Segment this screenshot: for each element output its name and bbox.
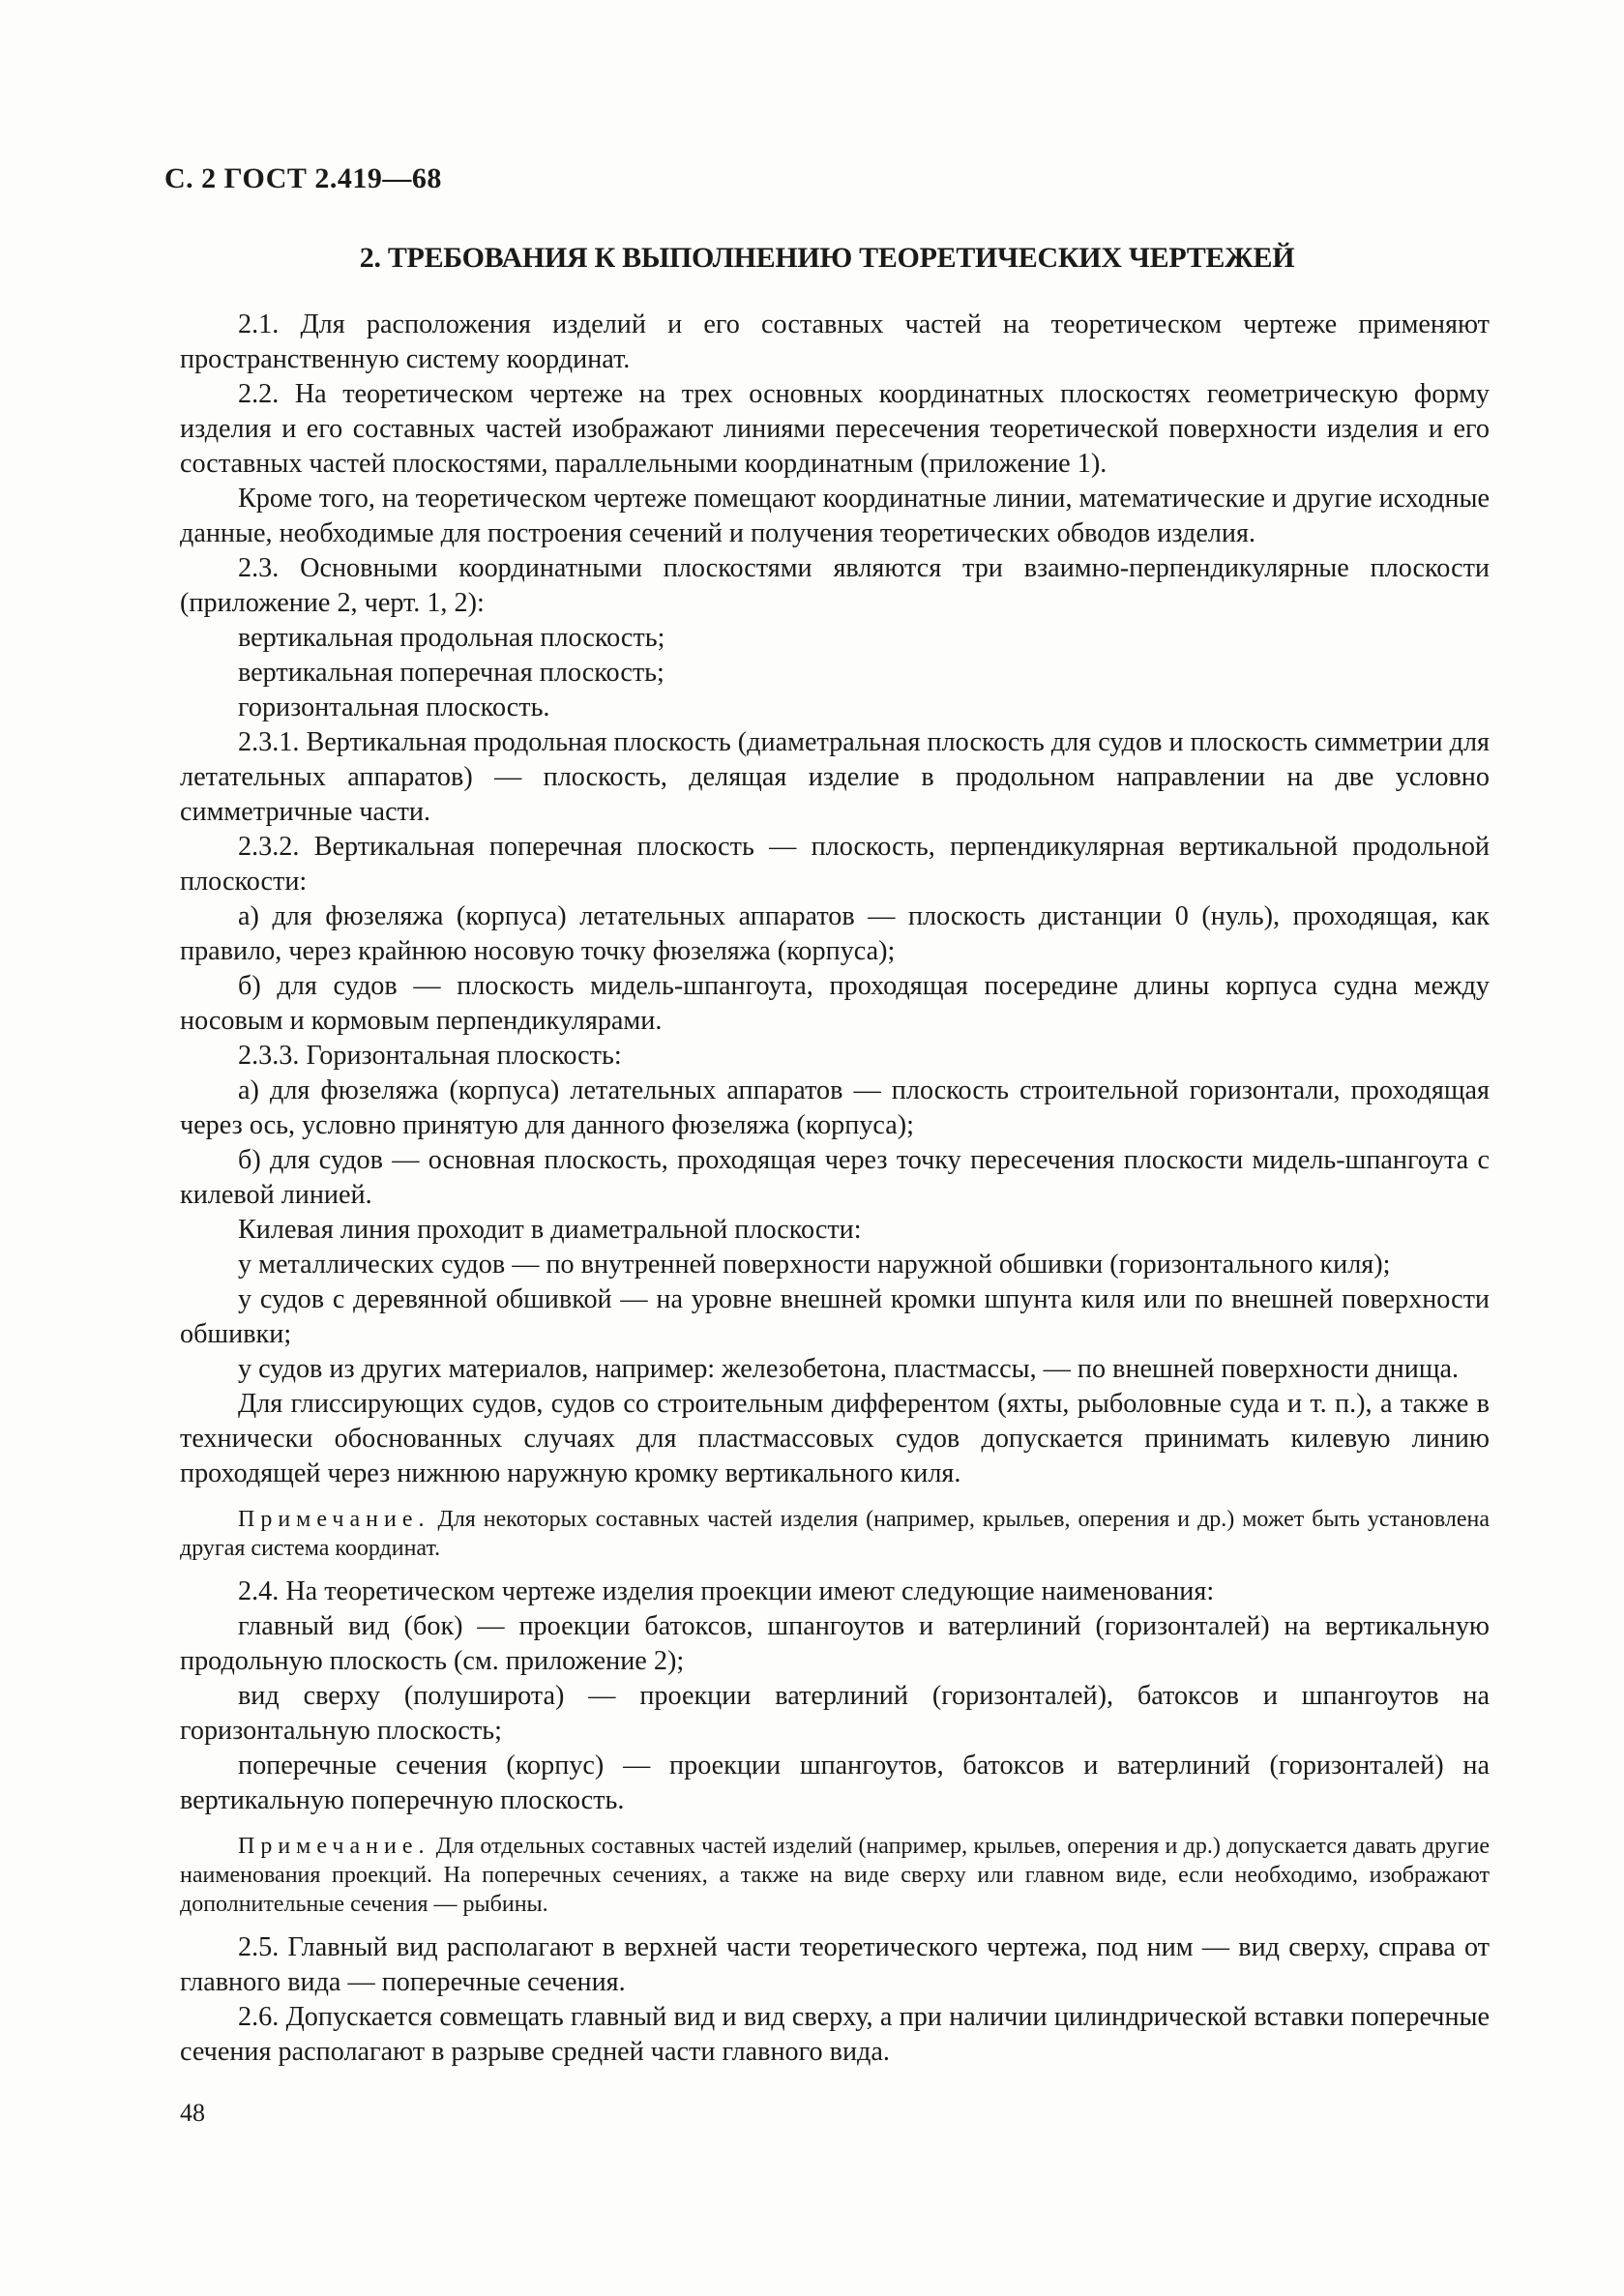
- note-text: Для отдельных составных частей изделий (например, крыльев, оперения и др.) допускается давать другие наименования проекций. На поперечных сечениях, а также на виде сверху или главном виде, если необходимо, изображают дополнительные сечения — рыбины.: [180, 1834, 1490, 1917]
- paragraph: б) для судов — основная плоскость, проходящая через точку пересечения плоскости мидель-шпангоута с килевой линией.: [180, 1145, 1490, 1210]
- paragraph: Килевая линия проходит в диаметральной плоскости:: [238, 1215, 862, 1245]
- note-label: Примечание.: [238, 1834, 430, 1859]
- page-header: С. 2 ГОСТ 2.419—68: [164, 162, 442, 194]
- list-item: вертикальная продольная плоскость;: [238, 623, 665, 653]
- list-item: горизонтальная плоскость.: [238, 692, 550, 722]
- paragraph: 2.2. На теоретическом чертеже на трех основных координатных плоскостях геометрическую форму изделия и его составных частей изображают линиями пересечения теоретической поверхности изделия и его составных частей плоскостями, параллельными координатным (приложение 1).: [180, 379, 1490, 479]
- paragraph: у металлических судов — по внутренней поверхности наружной обшивки (горизонтального киля);: [238, 1250, 1391, 1280]
- paragraph: поперечные сечения (корпус) — проекции шпангоутов, батоксов и ватерлиний (горизонталей) на вертикальную поперечную плоскость.: [180, 1751, 1490, 1815]
- note-text: Для некоторых составных частей изделия (например, крыльев, оперения и др.) может быть установлена другая система координат.: [180, 1507, 1490, 1561]
- paragraph: у судов с деревянной обшивкой — на уровне внешней кромки шпунта киля или по внешней поверхности обшивки;: [180, 1284, 1490, 1349]
- page-number: 48: [180, 2099, 205, 2127]
- paragraph: б) для судов — плоскость мидель-шпангоута, проходящая посередине длины корпуса судна между носовым и кормовым перпендикулярами.: [180, 971, 1490, 1036]
- paragraph: 2.3.2. Вертикальная поперечная плоскость — плоскость, перпендикулярная вертикальной продольной плоскости:: [180, 832, 1490, 897]
- paragraph: 2.6. Допускается совмещать главный вид и вид сверху, а при наличии цилиндрической вставки поперечные сечения располагают в разрыве средней части главного вида.: [180, 2002, 1490, 2067]
- section-title: 2. ТРЕБОВАНИЯ К ВЫПОЛНЕНИЮ ТЕОРЕТИЧЕСКИХ ЧЕРТЕЖЕЙ: [359, 242, 1295, 274]
- paragraph: 2.1. Для расположения изделий и его составных частей на теоретическом чертеже применяют пространственную систему координат.: [180, 309, 1490, 374]
- paragraph: 2.3.3. Горизонтальная плоскость:: [238, 1041, 622, 1071]
- paragraph: а) для фюзеляжа (корпуса) летательных аппаратов — плоскость дистанции 0 (нуль), проходящая, как правило, через крайнюю носовую точку фюзеляжа (корпуса);: [180, 901, 1490, 966]
- paragraph: 2.5. Главный вид располагают в верхней части теоретического чертежа, под ним — вид сверху, справа от главного вида — поперечные сечения.: [180, 1932, 1490, 1997]
- paragraph: Для глиссирующих судов, судов со строительным дифферентом (яхты, рыболовные суда и т. п.), а также в технически обоснованных случаях для пластмассовых судов допускается принимать килевую линию проходящей через нижнюю наружную кромку вертикального киля.: [180, 1389, 1490, 1488]
- paragraph: главный вид (бок) — проекции батоксов, шпангоутов и ватерлиний (горизонталей) на вертикальную продольную плоскость (см. приложение 2);: [180, 1611, 1490, 1676]
- note: [180, 1832, 1490, 1919]
- list-item: вертикальная поперечная плоскость;: [238, 658, 664, 688]
- paragraph: 2.4. На теоретическом чертеже изделия проекции имеют следующие наименования:: [238, 1576, 1215, 1606]
- paragraph: у судов из других материалов, например: железобетона, пластмассы, — по внешней поверхности днища.: [238, 1354, 1460, 1384]
- paragraph: Кроме того, на теоретическом чертеже помещают координатные линии, математические и другие исходные данные, необходимые для построения сечений и получения теоретических обводов изделия.: [180, 484, 1490, 548]
- paragraph: 2.3.1. Вертикальная продольная плоскость (диаметральная плоскость для судов и плоскость симметрии для летательных аппаратов) — плоскость, делящая изделие в продольном направлении на две условно симметричные части.: [180, 727, 1490, 827]
- paragraph: а) для фюзеляжа (корпуса) летательных аппаратов — плоскость строительной горизонтали, проходящая через ось, условно принятую для данного фюзеляжа (корпуса);: [180, 1075, 1490, 1140]
- paragraph: 2.3. Основными координатными плоскостями являются три взаимно-перпендикулярные плоскости (приложение 2, черт. 1, 2):: [180, 553, 1490, 618]
- document-body: [180, 308, 1490, 2070]
- note-label: Примечание.: [238, 1507, 430, 1532]
- note: [180, 1505, 1490, 1563]
- paragraph: вид сверху (полуширота) — проекции ватерлиний (горизонталей), батоксов и шпангоутов на горизонтальную плоскость;: [180, 1681, 1490, 1746]
